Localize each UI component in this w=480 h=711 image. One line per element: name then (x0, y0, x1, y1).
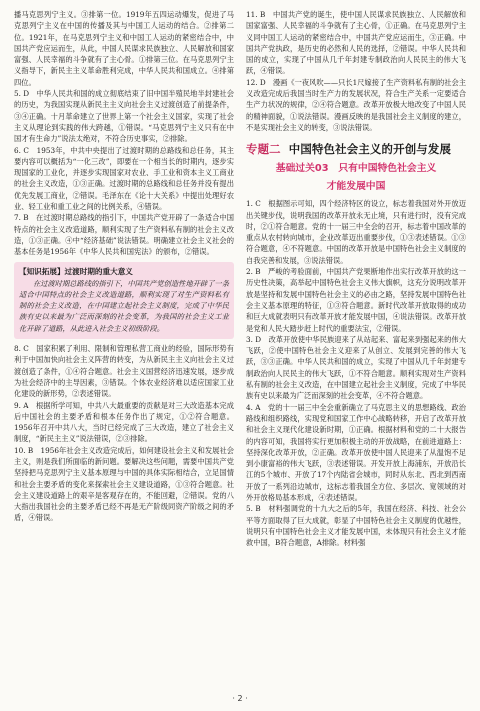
answer-11: 11. B 中国共产党的诞生，使中国人民谋求民族独立、人民解放和国家富强、人民幸福的斗争就有了主心骨，①正确。在马克思列宁主义同中国工人运动的紧密结合中，中国共产党应运而生，③正确。中国共产党执政，是历史的必然和人民的选择，②错误。中华人民共和国的成立，实现了中国从几千年封建专制政治向人民民主的伟大飞跃，④错误。 (246, 10, 466, 76)
answer-9: 9. A 根据所学可知，中共八大最重要的贡献是对三大改造基本完成后中国社会的主要矛盾和根本任务作出了规定，①②符合题意。1956年召开中共八大，当时已经完成了三大改造，建立了社会主义制度，“新民主主义”说法错误，②③排除。 (14, 400, 234, 444)
section-answer-2: 2. B 严峻的考验面前，中国共产党果断地作出实行改革开放的这一历史性决策，高举起中国特色社会主义伟大旗帜，这充分说明改革开放是坚持和发展中国特色社会主义的必由之路，坚持发展中国特色社会主义基本原理的特征，①③符合题意。新时代改革开放取得的成功和巨大成就表明只有改革开放才能发展中国，④说法错误。改革开放是党和人民大踏步赶上时代的重要法宝，②错误。 (246, 267, 466, 333)
answer-12: 12. D 漫画《一夜风吹——只长1尺嫁接了生产资料私有制的社会主义改造完成后我国当时生产力的发展状况，符合生产关系一定要适合生产力状况的规律，②④符合题意。改革开放极大地改变了中国人民的精神面貌，①说法错误。漫画反映的是我国社会主义制度的建立，不是实现社会主义的转变，③说法错误。 (246, 77, 467, 132)
section-answer-1: 1. C 根据图示可知，四个经济特区的设立，标志着我国对外开放迈出关键步伐，说明我国的改革开放永无止境，只有进行时，没有完成时，②①符合题意。党的十一届三中全会的召开，标志着中国改革的重点从农村转向城市，企业改革迈出重要步伐，①③表述错误。①③符合题意，④不符题意。中国的改革开放是中国特色社会主义制度的自我完善和发展，③说法错误。 (246, 199, 466, 265)
answer-8: 8. C 国家积累了利用、限制和管理私营工商业的经验，国际形势有利于中国加快向社会主义阵营的转变，为从新民主主义向社会主义过渡创造了条件，①④符合题意。社会主义国营经济迅速发展，逐步成为社会经济中的主导因素，③错误。个体农业经济难以适应国家工业化建设的新形势，②表述错误。 (14, 344, 234, 399)
section-subtitle-line2: 才能发展中国 (326, 181, 386, 193)
section-answer-4: 4. A 党的十一届三中全会重新确立了马克思主义的思想路线、政治路线和组织路线，实现党和国家工作中心战略转移，开启了改革开放和社会主义现代化建设新时期，①正确。根据材料和党的二十大报告的内容可知，我国将实行更加积极主动的开放战略，在前进道路上：坚持深化改革开放，②正确。改革开放使中国人民迎来了从温饱不足到小康富裕的伟大飞跃，③表述错误。开发开放上海浦东，开放沿长江的5个城市、开放了17个内陆省会城市，同时从东北、西北到西南开放了一系列沿边城市，这标志着我国全方位、多层次、宽领域的对外开放格局基本形成，④表述错误。 (246, 402, 466, 502)
left-column (14, 9, 234, 548)
section-answer-3: 3. D 改革开放使中华民族迎来了从站起来、富起来到强起来的伟大飞跃，②使中国特色社会主义迎来了从创立、发展到完善的伟大飞跃，③③正确。中华人民共和国的成立，实现了中国从几千年封建专制政治向人民民主的伟大飞跃，①不符合题意。顺利实现对生产资料私有制的社会主义改造，在中国建立起社会主义制度，完成了中华民族有史以来最为广泛而深刻的社会变革，④不符合题意。 (246, 334, 466, 401)
two-column-body (14, 9, 466, 548)
topic-title: 中国特色社会主义的开创与发展 (288, 142, 452, 157)
section-answer-5: 5. B 材料强调党的十九大之后的5年，我国在经济、科技、社会公平等方面取得了巨大成就，彰显了中国特色社会主义制度的优越性，说明只有中国特色社会主义才能发展中国，未体现只有社会主义才能救中国，B符合题意，A排除。材料强 (246, 504, 466, 548)
section-subtitle-line1: 基础过关03 只有中国特色社会主义 (275, 163, 437, 175)
answer-intro: 播马克思列宁主义。③排第一位。1919年五四运动爆发，促进了马克思列宁主义在中国的传播及其与中国工人运动的结合。②排第二位。1921年，在马克思列宁主义和中国工人运动的紧密结合中，中国共产党应运而生，从此，中国人民谋求民族独立、人民解放和国家富强、人民幸福的斗争就有了主心骨。①排第三位。在马克思列宁主义指导下，新民主主义革命胜利完成，中华人民共和国成立。④排第四位。 (14, 10, 234, 87)
knowledge-extension-text: 在过渡时期总路线的指引下，中国共产党创造性地开辟了一条适合中国特点的社会主义改造道路，顺利实现了对生产资料私有制的社会主义改造，在中国建立起社会主义制度，完成了中华民族有史以来最为广泛而深刻的社会变革，为我国的社会主义工业化开辟了道路，从此进入社会主义初级阶段。 (19, 278, 229, 333)
topic-number: 专题二 (246, 142, 281, 157)
right-column (246, 9, 466, 548)
knowledge-extension-box (14, 262, 234, 339)
answer-10: 10. B 1956年社会主义改造完成后，如何建设社会主义和发展社会主义，则是我们所面临的新问题。要解决这些问题，需要中国共产党坚持把马克思列宁主义基本原理与中国的具体实际相结合，立足国情和社会主要矛盾的变化来探索社会主义建设道路，①③符合题意。社会主义建设道路上的艰辛是客观存在的，不能回避，②错误。党的八大指出我国社会的主要矛盾已经不再是无产阶级同资产阶级之间的矛盾，④错误。 (14, 445, 234, 523)
answer-7: 7. B 在过渡时期总路线的指引下，中国共产党开辟了一条适合中国特点的社会主义改造道路，顺利实现了生产资料私有制的社会主义改造，①③正确。④中“经济基础”说法错误。明确建立社会主义社会的基本任务是1956年《中华人民共和国宪法》的颁布，②错误。 (14, 213, 234, 257)
answer-5: 5. D 中华人民共和国的成立彻底结束了旧中国半殖民地半封建社会的历史，为我国实现从新民主主义向社会主义过渡创造了前提条件，③④正确。十月革命建立了世界上第一个社会主义国家，实现了社会主义从理论到实践的伟大跨越，①错误。“马克思列宁主义只有在中国才有生命力”说法太绝对，不符合历史事实，②排除。 (14, 89, 234, 144)
page-number: · 2 · (232, 694, 248, 703)
answer-6: 6. C 1953年，中共中央提出了过渡时期的总路线和总任务，其主要内容可以概括为“一化三改”，即要在一个相当长的时期内，逐步实现国家的工业化，并逐步实现国家对农业、手工业和资本主义工商业的社会主义改造，①③正确。过渡时期的总路线和总任务并没有提出优先发展工商业，②错误。毛泽东在《论十大关系》中提出处理好农业、轻工业和重工业之间的比例关系，④错误。 (14, 145, 234, 212)
knowledge-extension-title: 【知识拓展】过渡时期的重大意义 (19, 266, 133, 276)
topic-heading (246, 141, 466, 157)
